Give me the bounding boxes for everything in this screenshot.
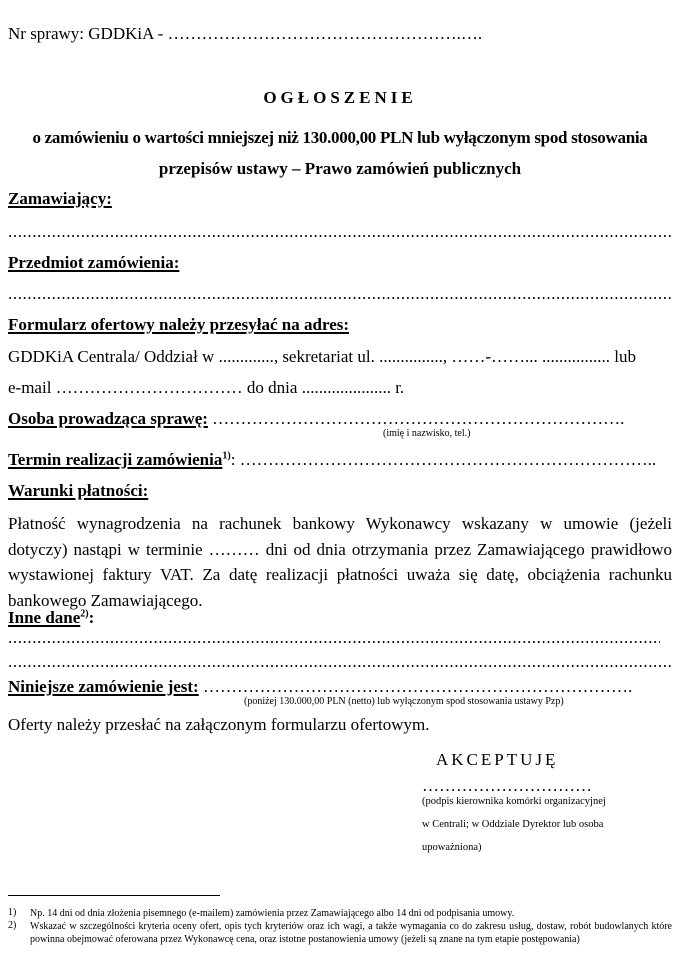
signature-dots: …………………………	[422, 776, 592, 795]
footnote-1-marker: 1)	[8, 907, 17, 918]
inne-colon: :	[88, 608, 95, 627]
termin-line	[8, 450, 656, 470]
termin-dots: : ………………………………………………………………..	[230, 450, 657, 469]
osoba-label: Osoba prowadząca sprawę:	[8, 409, 208, 428]
niniejsze-label: Niniejsze zamówienie jest:	[8, 677, 199, 696]
signature-caption-2: w Centrali; w Oddziale Dyrektor lub osoba	[422, 819, 604, 830]
inne-dotted-line-2	[8, 652, 672, 672]
oferty-note: Oferty należy przesłać na załączonym formularzu ofertowym.	[8, 715, 430, 734]
signature-caption-1: (podpis kierownika komórki organizacyjnej	[422, 796, 606, 807]
inne-label: Inne dane	[8, 608, 81, 627]
niniejsze-dots: ………………………………………………………………….	[198, 677, 633, 696]
niniejsze-line	[8, 677, 632, 697]
footnote-2-text: Wskazać w szczególności kryteria oceny ofert, opis tych kryteriów oraz ich wagi, a także wymagania co do zakresu usług, dostaw, robót budowlanych które powinna obejmować oferowana przez Wykonawcę cena, oraz istotne postanowienia umowy (jeżeli są znane na tym etapie postępowania)	[30, 921, 672, 945]
address-line-2: e-mail …………………………… do dnia ..................... r.	[8, 378, 405, 397]
signature-title: AKCEPTUJĘ	[436, 750, 559, 769]
termin-footnote-ref: 1)	[222, 450, 231, 462]
section-formularz: Formularz ofertowy należy przesyłać na adres:	[8, 315, 350, 334]
section-przedmiot: Przedmiot zamówienia:	[8, 253, 180, 272]
document-title: OGŁOSZENIE	[263, 88, 417, 107]
case-number-line	[8, 24, 482, 44]
case-number-label: Nr sprawy: GDDKiA -	[8, 24, 168, 43]
footnote-2-marker: 2)	[8, 920, 17, 931]
zamawiajacy-dotted-line	[8, 222, 672, 242]
subtitle-line-1: o zamówieniu o wartości mniejszej niż 130.000,00 PLN lub wyłączonym spod stosowania	[32, 128, 648, 147]
signature-caption-3: upoważniona)	[422, 842, 482, 853]
case-number-dots: …………………………………………….….	[167, 24, 483, 43]
inne-line	[8, 608, 94, 628]
section-zamawiajacy: Zamawiający:	[8, 189, 112, 208]
footnote-separator	[8, 895, 220, 896]
address-line-1: GDDKiA Centrala/ Oddział w ............., sekretariat ul. ..............., ……-……... ................ lub	[8, 347, 636, 366]
section-warunki: Warunki płatności:	[8, 481, 149, 500]
osoba-dots: ……………………………………………………………….	[207, 409, 625, 428]
inne-footnote-ref: 2)	[80, 608, 89, 620]
osoba-line	[8, 409, 624, 429]
subtitle-line-2: przepisów ustawy – Prawo zamówień publicznych	[158, 159, 522, 178]
przedmiot-dotted-line	[8, 284, 672, 304]
termin-label: Termin realizacji zamówienia	[8, 450, 223, 469]
inne-dotted-line-1	[8, 628, 660, 648]
osoba-hint: (imię i nazwisko, tel.)	[383, 428, 471, 439]
footnote-1-text: Np. 14 dni od dnia złożenia pisemnego (e-mailem) zamówienia przez Zamawiającego albo 14 dni od podpisania umowy.	[30, 908, 515, 919]
niniejsze-hint: (poniżej 130.000,00 PLN (netto) lub wyłączonym spod stosowania ustawy Pzp)	[244, 696, 564, 707]
warunki-paragraph: Płatność wynagrodzenia na rachunek bankowy Wykonawcy wskazany w umowie (jeżeli dotyczy) nastąpi w terminie ……… dni od dnia otrzymania przez Zamawiającego prawidłowo wystawionej faktury VAT. Za datę realizacji płatności uważa się datę, obciążenia rachunku bankowego Zamawiającego.	[8, 514, 672, 610]
